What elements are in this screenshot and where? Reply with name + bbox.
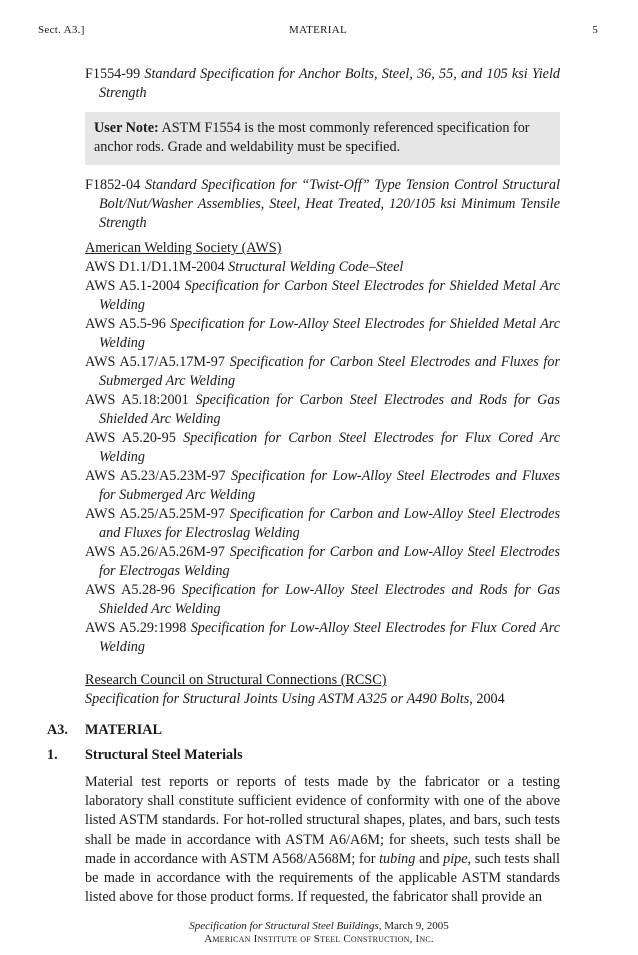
aws-heading: American Welding Society (AWS)	[85, 240, 282, 256]
aws-entry: AWS A5.5-96 Specification for Low-Alloy Steel Electrodes for Shielded Metal Arc Welding	[85, 316, 561, 351]
user-note-text: ASTM F1554 is the most commonly referenced specification for anchor rods. Grade and weldability must be specified.	[94, 120, 530, 155]
subsection-title: Structural Steel Materials	[85, 747, 243, 763]
page-footer	[0, 920, 638, 946]
user-note-label: User Note:	[94, 120, 159, 136]
aws-entry: AWS A5.17/A5.17M-97 Specification for Carbon Steel Electrodes and Fluxes for Submerged Arc Welding	[85, 354, 560, 389]
running-title: MATERIAL	[288, 24, 347, 36]
astm-entry-f1852: F1852-04 Standard Specification for “Twist-Off” Type Tension Control Structural Bolt/Nut/Washer Assemblies, Steel, Heat Treated, 120/105 ksi Minimum Tensile Strength	[85, 177, 561, 231]
body-paragraph: Material test reports or reports of tests made by the fabricator or a testing laboratory shall constitute sufficient evidence of conformity with one of the above listed ASTM standards. For hot-rolled structural shapes, plates, and bars, such tests shall be made in accordance with ASTM A6/A6M; for sheets, such tests shall be made in accordance with ASTM A568/A568M; for tubing and pipe, such tests shall be made in accordance with the requirements of the applicable ASTM standards listed above for those product forms. If requested, the fabricator shall provide an	[85, 774, 560, 906]
user-note	[85, 112, 560, 165]
subsection-number: 1.	[47, 747, 58, 763]
rcsc-entry: Specification for Structural Joints Using ASTM A325 or A490 Bolts, 2004	[85, 691, 505, 707]
running-header	[38, 24, 598, 42]
section-reference: Sect. A3.]	[38, 24, 85, 36]
footer-publisher: American Institute of Steel Construction, Inc.	[204, 933, 434, 945]
aws-entry: AWS A5.28-96 Specification for Low-Alloy Steel Electrodes and Rods for Gas Shielded Arc Welding	[85, 582, 561, 617]
page-number: 5	[592, 24, 598, 36]
aws-entry: AWS A5.18:2001 Specification for Carbon Steel Electrodes and Rods for Gas Shielded Arc Welding	[85, 392, 561, 427]
aws-entry: AWS A5.26/A5.26M-97 Specification for Carbon and Low-Alloy Steel Electrodes for Electrogas Welding	[85, 544, 561, 579]
footer-citation: Specification for Structural Steel Buildings, March 9, 2005	[189, 920, 449, 932]
aws-entry: AWS A5.23/A5.23M-97 Specification for Low-Alloy Steel Electrodes and Fluxes for Submerged Arc Welding	[85, 468, 560, 503]
aws-entry: AWS A5.20-95 Specification for Carbon Steel Electrodes for Flux Cored Arc Welding	[85, 430, 560, 465]
section-title: MATERIAL	[85, 722, 162, 738]
section-number: A3.	[47, 722, 68, 738]
astm-entry-f1554: F1554-99 Standard Specification for Anchor Bolts, Steel, 36, 55, and 105 ksi Yield Strength	[85, 66, 560, 101]
referenced-standards-list	[85, 65, 560, 709]
rcsc-heading: Research Council on Structural Connections (RCSC)	[85, 672, 387, 688]
aws-entry: AWS A5.29:1998 Specification for Low-Alloy Steel Electrodes for Flux Cored Arc Welding	[85, 620, 561, 655]
aws-entry: AWS A5.25/A5.25M-97 Specification for Carbon and Low-Alloy Steel Electrodes and Fluxes for Electroslag Welding	[85, 506, 561, 541]
aws-entry: AWS D1.1/D1.1M-2004 Structural Welding Code–Steel	[85, 259, 404, 275]
aws-entry: AWS A5.1-2004 Specification for Carbon Steel Electrodes for Shielded Metal Arc Welding	[85, 278, 561, 313]
